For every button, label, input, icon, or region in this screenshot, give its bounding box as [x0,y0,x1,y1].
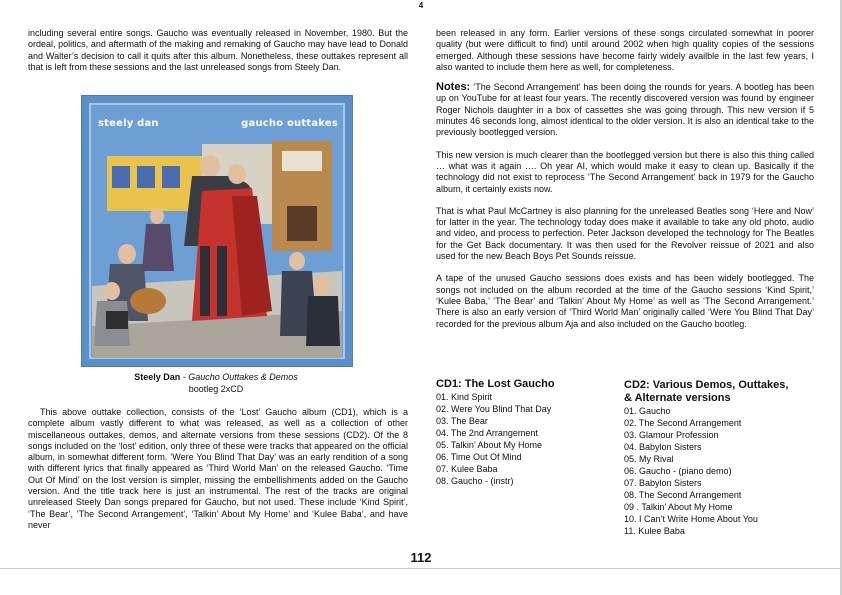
right-paragraph-3: This new version is much clearer than the bootlegged version but there is also this thing called … what was it again …. Oh year AI, which would make it easy to clean up. Basically if the technology did not exist to reprocess ‘The Second Arrangement’ back in 1979 for the Gaucho album, it certainly exists now. [436,149,814,194]
left-column-description [28,407,408,531]
cd2-track-10: 10. I Can’t Write Home About You [624,514,758,524]
cd2-track-3: 03. Glamour Profession [624,430,719,440]
cd2-title-line-2: & Alternate versions [624,392,731,404]
caption-sub: bootleg 2xCD [188,383,244,394]
left-paragraph-1: including several entire songs. Gaucho was eventually released in November, 1980. But the ordeal, politics, and aftermath of the making and remaking of Gaucho may have lead to Donald and Walter’s decision to call it quits after this album. Nonetheless, these outtakes represent all that is left from these sessions and the last unreleased songs from Steely Dan. [28,28,408,72]
cd1-track-6: 06. Time Out Of Mind [436,452,522,462]
album-brand-right: gaucho outtakes [241,118,338,129]
caption-line-1 [81,372,351,384]
right-paragraph-5: A tape of the unused Gaucho sessions does exists and has been widely bootlegged. The songs not included on the album recorded at the time of the Gaucho sessions ‘Kind Spirit,’ ‘Kulee Baba,’ ‘The Bear’ and ‘Talkin’ About My Home’ as well as ‘The Second Arrangement.’ There is also an early version of ‘Third World Man’ originally called ‘Were You Blind That Day’ recorded for the previous album Aja and also included on the Gaucho bootleg. [436,273,814,329]
notes-heading: Notes: [436,81,471,94]
cd1-track-8: 08. Gaucho - (instr) [436,476,514,486]
caption-title: - Gaucho Outtakes & Demos [180,372,298,382]
cd2-track-11: 11. Kulee Baba [624,526,685,536]
album-caption [81,372,351,395]
cd1-track-2: 02. Were You Blind That Day [436,404,552,414]
cd1-track-4: 04. The 2nd Arrangement [436,428,538,438]
cd2-track-2: 02. The Second Arrangement [624,418,742,428]
notes-text: ‘The Second Arrangement’ has been doing the rounds for years. A bootleg has been up on YouTube for at least four years. The recently discovered version was found by engineer Roger Nichols daughter in a box of cassettes she was going through. This new version if 5 minutes 46 seconds long, almost identical to the older version. It is also an identical take to the previously bootlegged version. [436,82,814,138]
cd2-track-7: 07. Babylon Sisters [624,478,702,488]
cd1-track-3: 03. The Bear [436,416,488,426]
cd2-track-9: 09 . Talkin’ About My Home [624,502,733,512]
cd2-tracklist [624,379,824,537]
cd2-track-5: 05. My Rival [624,454,674,464]
left-column-intro [28,28,408,73]
cd2-track-list [624,405,824,537]
album-artwork [82,96,352,366]
left-paragraph-2: This above outtake collection, consists of the ‘Lost’ Gaucho album (CD1), which is a complete album vastly different to what was released, as well as a collection of other miscellaneous outtakes, demos, and alternate versions from these sessions (CD2). Of the 8 songs included on the ‘lost’ edition, only three of these were tracks that appeared on the official album, in somewhat different form. ‘Were You Blind That Day’ was an early rendition of a song with different lyrics that finally appeared as ‘Third World Man’ on the released Gaucho. ‘Time Out Of Mind’ on the lost version is simpler, missing the embellishments added on the Gaucho version. And the title track here is just an instrumental. The rest of the tracks are original unreleased Steely Dan songs prepared for Gaucho, but not used. These include ‘Kind Spirit’, ‘The Bear’, ‘The Second Arrangement’, ‘Talkin’ About My Home’ and ‘Kulee Baba’, and have never [28,407,408,530]
page-edge-bottom [0,568,842,569]
cd1-track-7: 07. Kulee Baba [436,464,498,474]
top-page-number: 4 [418,1,424,10]
notes-paragraph [436,82,814,138]
right-column [436,28,814,330]
caption-artist: Steely Dan [134,372,181,382]
cd2-title-line-1: CD2: Various Demos, Outtakes, [624,379,789,391]
page-number: 112 [410,550,432,565]
cd2-track-4: 04. Babylon Sisters [624,442,702,452]
cd1-track-list [436,391,606,487]
cd1-tracklist [436,378,606,487]
cd2-track-8: 08. The Second Arrangement [624,490,742,500]
album-brand-left: steely dan [98,118,159,129]
cd1-title: CD1: The Lost Gaucho [436,378,555,390]
album-cover-image [81,95,353,367]
right-paragraph-4: That is what Paul McCartney is also planning for the unreleased Beatles song ‘Here and Now’ for latter in the year. The technology today does make it available to take any old photo, audio and video, and process to perfection. Peter Jackson developed the technology for The Beatles for the Get Back documentary. It was then used for the Revolver reissue of 2021 and also used for the new Beach Boys Pet Sounds reissue. [436,205,814,262]
right-paragraph-1: been released in any form. Earlier versions of these songs circulated somewhat in poorer quality (but were difficult to find) until around 2002 when high quality copies of the sessions emerged. Although these sessions have become fairly widely availble in the last few years, I also wanted to include them here as well, for completeness. [436,28,814,72]
cd1-track-1: 01. Kind Spirit [436,392,493,402]
cd2-track-6: 06. Gaucho - (piano demo) [624,466,732,476]
cd2-track-1: 01. Gaucho [624,406,671,416]
cd1-track-5: 05. Talkin’ About My Home [436,440,543,450]
